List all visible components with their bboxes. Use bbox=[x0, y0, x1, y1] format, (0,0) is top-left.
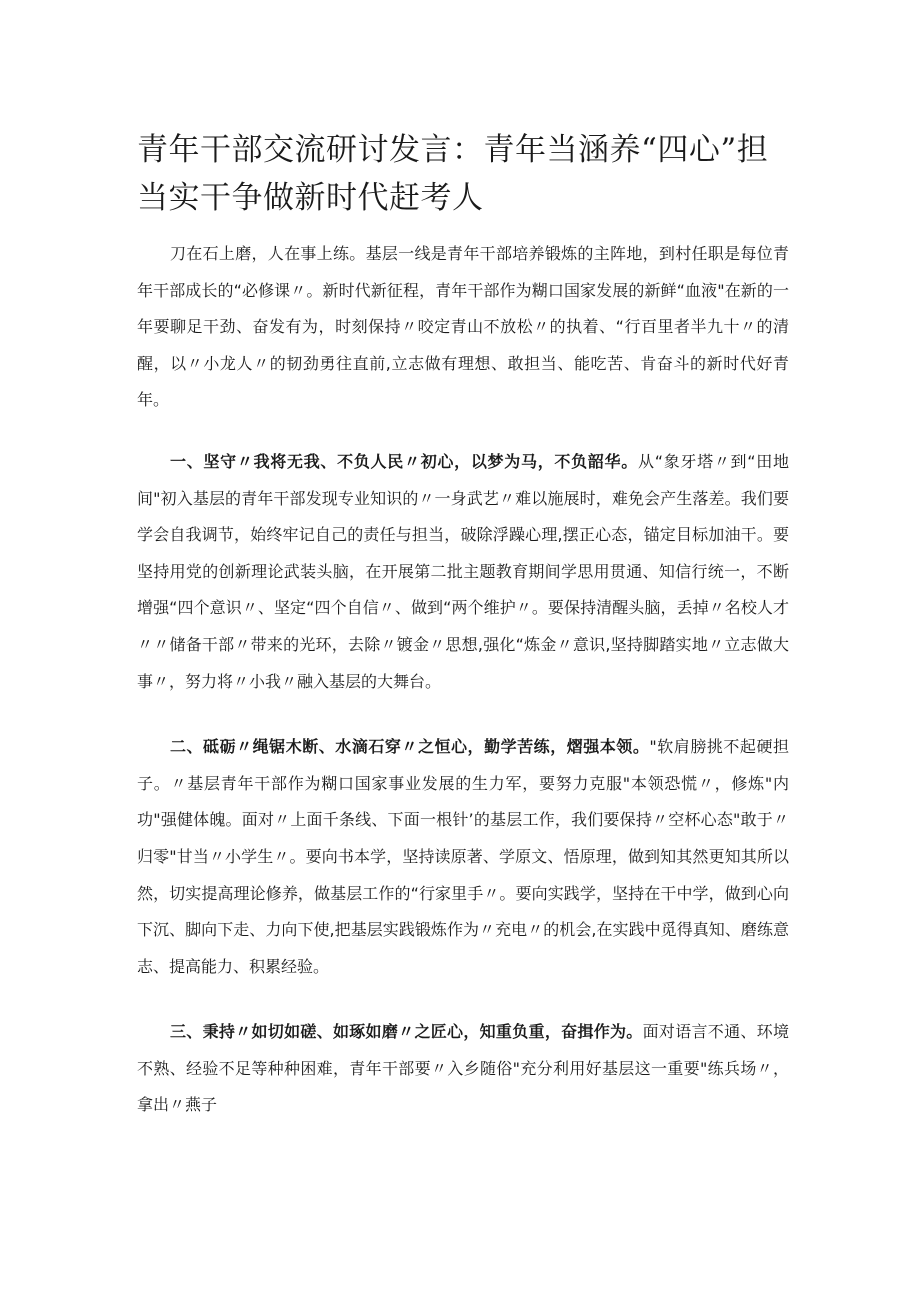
section-paragraph-3 bbox=[137, 1014, 789, 1124]
section-text-2: "软肩膀挑不起硬担子。〃基层青年干部作为糊口国家事业发展的生力军，要努力克服"本领恐慌〃，修炼"内功"强健体魄。面对〃上面千条线、下面一根针’的基层工作，我们要保持〃空杯心态"敢于〃归零"甘当〃小学生〃。要向书本学，坚持读原著、学原文、悟原理，做到知其然更知其所以然，切实提高理论修养，做基层工作的“行家里手〃。要向实践学，坚持在干中学，做到心向下沉、脚向下走、力向下使,把基层实践锻炼作为〃充电〃的机会,在实践中觅得真知、磨练意志、提高能力、积累经验。 bbox=[137, 737, 789, 976]
section-paragraph-2 bbox=[137, 729, 789, 985]
intro-paragraph: 刀在石上磨，人在事上练。基层一线是青年干部培养锻炼的主阵地，到村任职是每位青年干部成长的“必修课〃。新时代新征程，青年干部作为糊口国家发展的新鲜“血液"在新的一年要聊足干劲、奋发有为，时刻保持〃咬定青山不放松〃的执着、“行百里者半九十〃的清醒，以〃小龙人〃的韧劲勇往直前,立志做有理想、敢担当、能吃苦、肯奋斗的新时代好青年。 bbox=[137, 244, 789, 410]
section-heading-3: 三、秉持〃如切如磋、如琢如磨〃之匠心，知重负重，奋揖作为。 bbox=[170, 1022, 643, 1042]
section-text-1: 从“象牙塔〃到“田地间"初入基层的青年干部发现专业知识的〃一身武艺〃难以施展时，难免会产生落差。我们要学会自我调节，始终牢记自己的责任与担当，破除浮躁心理,摆正心态，锚定目标加油干。要坚持用党的创新理论武装头脑，在开展第二批主题教育期间学思用贯通、知信行统一，不断增强“四个意识〃、坚定“四个自信〃、做到“两个维护〃。要保持清醒头脑，丢掉〃名校人才〃〃储备干部〃带来的光环，去除〃镀金〃思想,强化“炼金〃意识,坚持脚踏实地〃立志做大事〃，努力将〃小我〃融入基层的大舞台。 bbox=[137, 451, 789, 691]
document-title: 青年干部交流研讨发言：青年当涵养“四心”担当实干争做新时代赶考人 bbox=[137, 132, 769, 216]
section-paragraph-1 bbox=[137, 444, 789, 700]
document-body bbox=[137, 236, 789, 1153]
section-heading-2: 二、砥砺〃绳锯木断、水滴石穿〃之恒心，勤学苦练，熠强本领。 bbox=[170, 737, 650, 757]
section-heading-1: 一、坚守〃我将无我、不负人民〃初心，以梦为马，不负韶华。 bbox=[170, 451, 638, 471]
section-text-3: 面对语言不通、环境不熟、经验不足等种种困难，青年干部要〃入乡随俗"充分利用好基层这一重要"练兵场〃，拿出〃燕子 bbox=[137, 1022, 789, 1115]
